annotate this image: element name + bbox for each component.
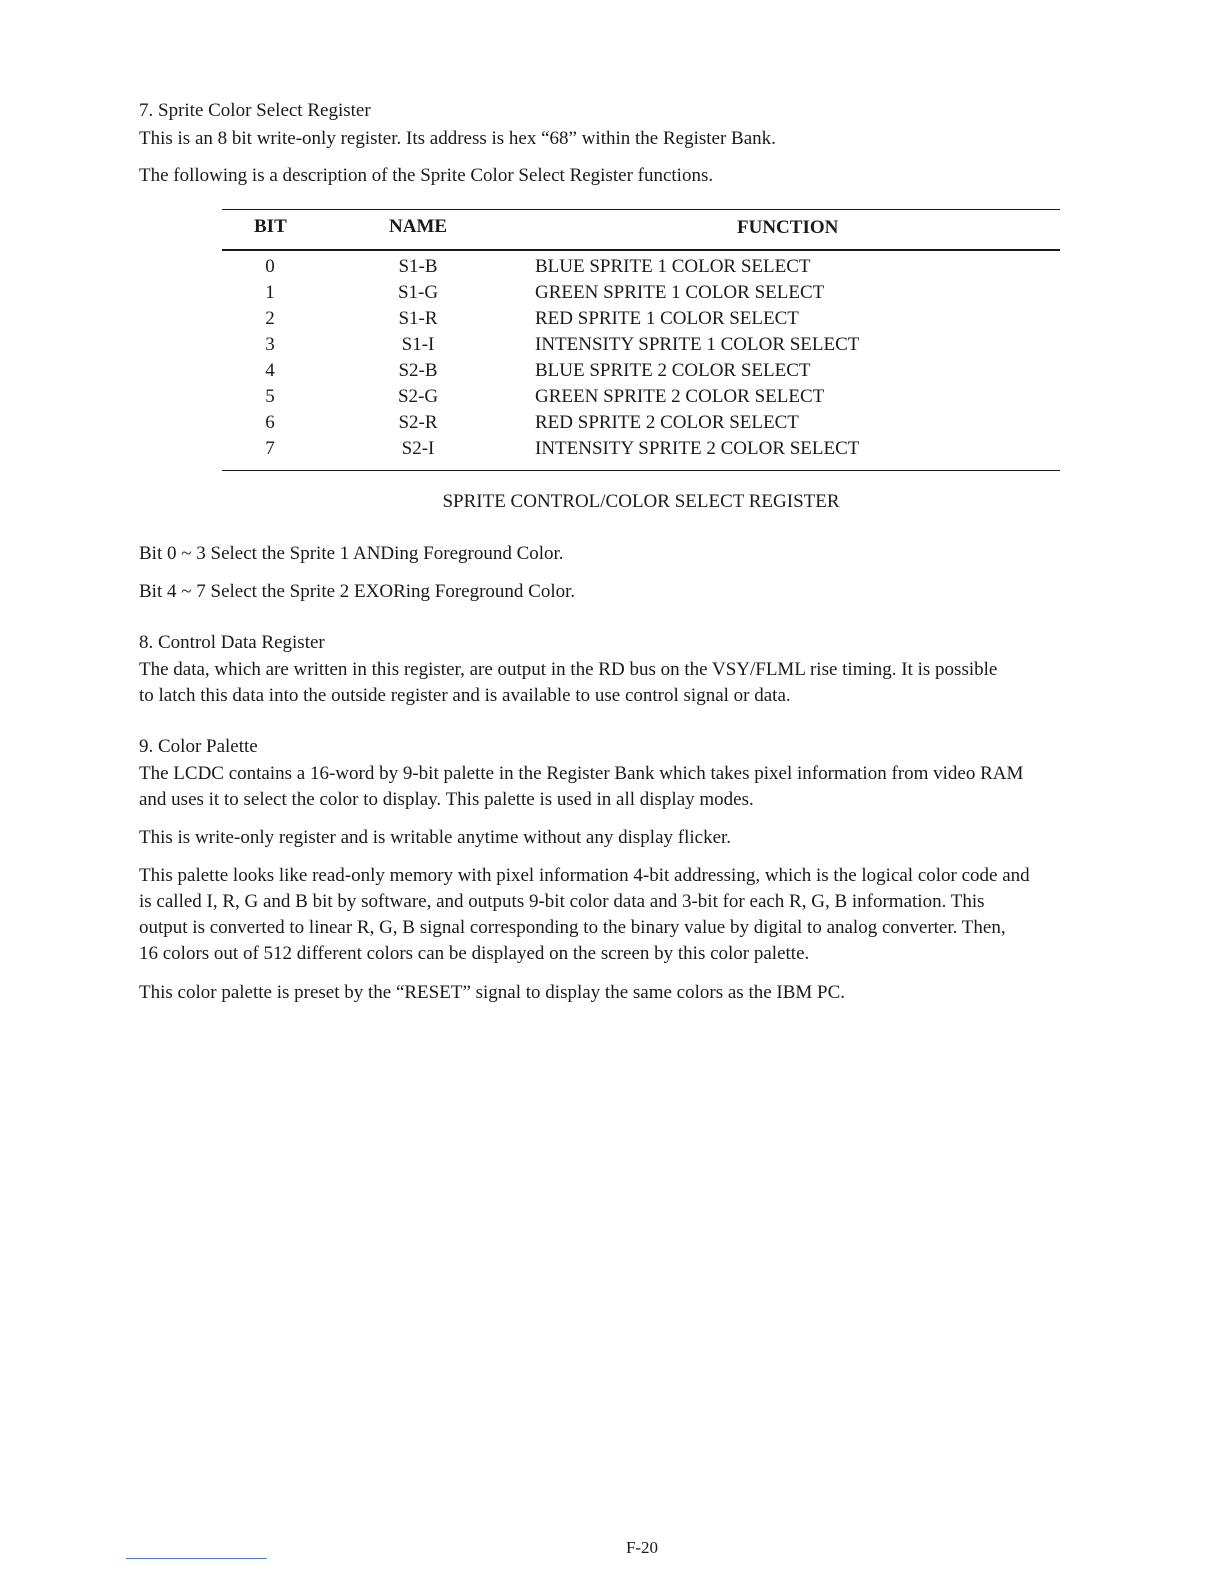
table-row: [222, 332, 1060, 358]
cell-name: S2-B: [398, 360, 438, 381]
table-row: [222, 306, 1060, 332]
cell-function: INTENSITY SPRITE 1 COLOR SELECT: [535, 334, 860, 355]
cell-name: S1-B: [398, 256, 438, 277]
table-top-rule: [222, 209, 1060, 210]
table-row: [222, 436, 1060, 462]
cell-name: S2-G: [397, 386, 439, 407]
paragraph-line: and uses it to select the color to display. This palette is used in all display modes.: [139, 789, 754, 810]
cell-function: BLUE SPRITE 2 COLOR SELECT: [535, 360, 811, 381]
cell-function: BLUE SPRITE 1 COLOR SELECT: [535, 256, 811, 277]
table-header-rule: [222, 249, 1060, 251]
table-caption: SPRITE CONTROL/COLOR SELECT REGISTER: [442, 491, 840, 512]
table-row: [222, 410, 1060, 436]
paragraph-line: 16 colors out of 512 different colors can be displayed on the screen by this color palette.: [139, 943, 810, 964]
table-row: [222, 254, 1060, 280]
table-bottom-rule: [222, 470, 1060, 471]
cell-function: GREEN SPRITE 1 COLOR SELECT: [535, 282, 825, 303]
cell-bit: 6: [265, 412, 275, 433]
section-9-paragraph-1: [139, 761, 1149, 813]
cell-name: S1-I: [401, 334, 435, 355]
table-header-bit: BIT: [254, 216, 287, 237]
section-7-heading: 7. Sprite Color Select Register: [139, 100, 371, 121]
section-9-paragraph-3: [139, 863, 1149, 967]
paragraph-line: The LCDC contains a 16-word by 9-bit palette in the Register Bank which takes pixel information from video RAM: [139, 763, 1024, 784]
paragraph-line: is called I, R, G and B bit by software, and outputs 9-bit color data and 3-bit for each R, G, B information. This: [139, 891, 985, 912]
cell-bit: 4: [265, 360, 275, 381]
section-9-paragraph-4: This color palette is preset by the “RESET” signal to display the same colors as the IBM PC.: [139, 982, 846, 1003]
footer-divider: [126, 1558, 267, 1559]
cell-function: INTENSITY SPRITE 2 COLOR SELECT: [535, 438, 860, 459]
section-9-heading: 9. Color Palette: [139, 736, 258, 757]
table-header-function: FUNCTION: [737, 217, 839, 238]
paragraph-line: The data, which are written in this register, are output in the RD bus on the VSY/FLML rise timing. It is possible: [139, 659, 998, 680]
cell-name: S2-I: [401, 438, 435, 459]
bit-note-sprite-1: Bit 0 ~ 3 Select the Sprite 1 ANDing Foreground Color.: [139, 543, 564, 564]
table-row: [222, 280, 1060, 306]
register-table: [222, 254, 1060, 462]
table-row: [222, 358, 1060, 384]
cell-name: S2-R: [398, 412, 438, 433]
cell-bit: 1: [265, 282, 275, 303]
cell-bit: 3: [265, 334, 275, 355]
page-footer: [0, 1538, 1224, 1558]
section-7-description: The following is a description of the Sprite Color Select Register functions.: [139, 165, 714, 186]
paragraph-line: This palette looks like read-only memory with pixel information 4-bit addressing, which is the logical color code and: [139, 865, 1030, 886]
section-8-paragraph: [139, 657, 1149, 709]
paragraph-line: output is converted to linear R, G, B signal corresponding to the binary value by digital to analog converter. Then,: [139, 917, 1006, 938]
bit-note-sprite-2: Bit 4 ~ 7 Select the Sprite 2 EXORing Foreground Color.: [139, 581, 576, 602]
section-8-heading: 8. Control Data Register: [139, 632, 325, 653]
cell-bit: 2: [265, 308, 275, 329]
cell-function: RED SPRITE 2 COLOR SELECT: [535, 412, 799, 433]
cell-bit: 5: [265, 386, 275, 407]
cell-bit: 7: [265, 438, 275, 459]
cell-bit: 0: [265, 256, 275, 277]
section-7-intro: This is an 8 bit write-only register. Its address is hex “68” within the Register Bank.: [139, 128, 776, 149]
table-header-name: NAME: [389, 216, 448, 237]
cell-function: GREEN SPRITE 2 COLOR SELECT: [535, 386, 825, 407]
section-9-paragraph-2: This is write-only register and is writable anytime without any display flicker.: [139, 827, 732, 848]
paragraph-line: to latch this data into the outside register and is available to use control signal or data.: [139, 685, 791, 706]
cell-name: S1-R: [398, 308, 438, 329]
table-row: [222, 384, 1060, 410]
cell-function: RED SPRITE 1 COLOR SELECT: [535, 308, 799, 329]
cell-name: S1-G: [397, 282, 439, 303]
page-number: F-20: [625, 1538, 659, 1557]
